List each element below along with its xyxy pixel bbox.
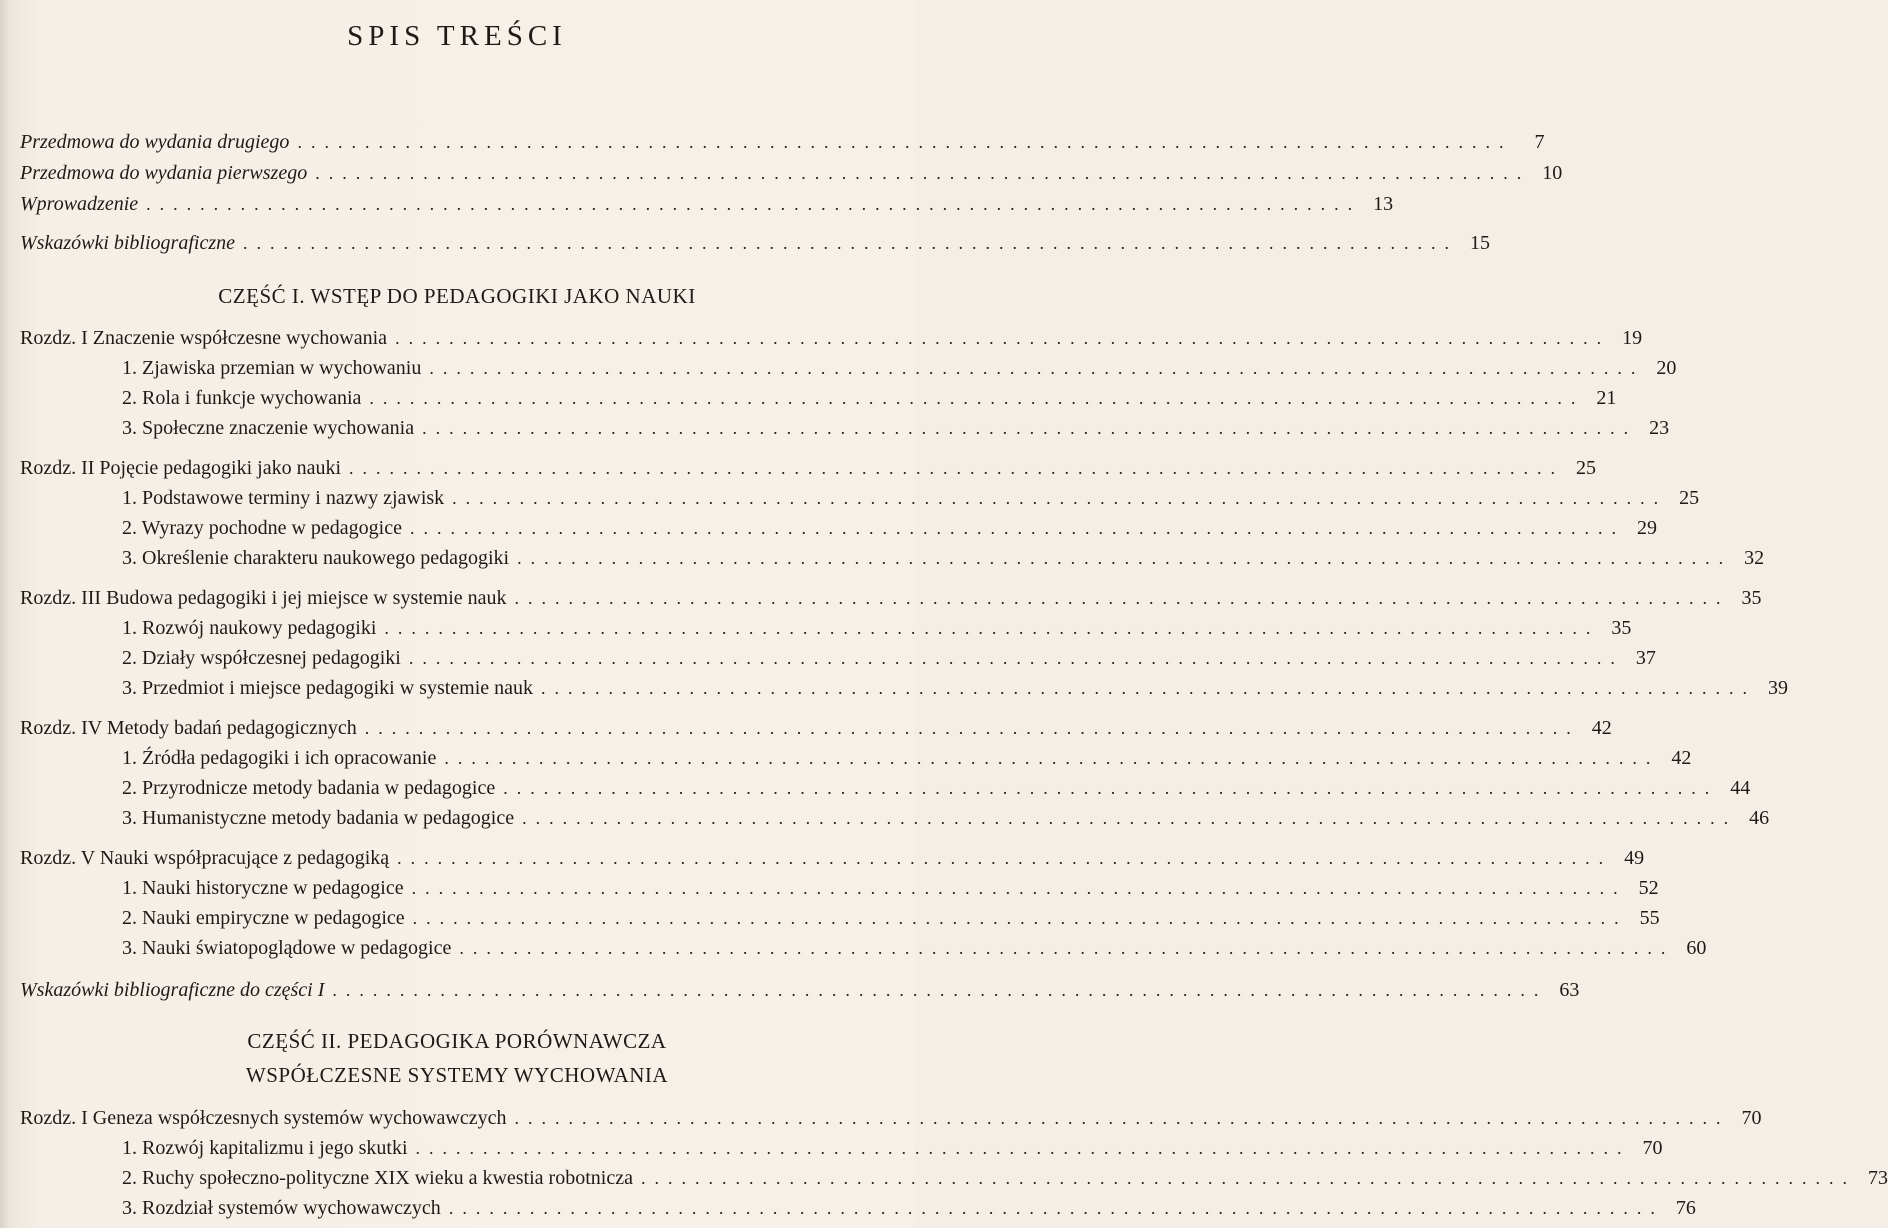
leader-dots: ..........................................................................................	[448, 1198, 1664, 1218]
entry-text: Rozdz. I Geneza współczesnych systemów wychowawczych	[20, 1107, 507, 1129]
entry-text: Rozdz. III Budowa pedagogiki i jej miejsce w systemie nauk	[20, 587, 507, 609]
toc-section	[122, 1160, 1888, 1190]
entry-text: 1. Rozwój kapitalizmu i jego skutki	[122, 1137, 408, 1159]
entry-page: 55	[1639, 907, 1660, 929]
entry-page: 70	[1642, 1137, 1663, 1159]
toc-chapter	[20, 840, 1645, 870]
leader-dots: ..........................................................................................	[429, 358, 1645, 378]
leader-dots: ..........................................................................................	[384, 618, 1600, 638]
toc-chapter	[20, 580, 1762, 610]
entry-page: 35	[1611, 617, 1632, 639]
entry-text: 3. Humanistyczne metody badania w pedagogice	[122, 807, 515, 829]
entry-text: 2. Rola i funkcje wychowania	[122, 387, 362, 409]
toc-section	[122, 510, 1657, 540]
entry-text: Wprowadzenie	[20, 193, 139, 215]
leader-dots: ..........................................................................................	[411, 878, 1627, 898]
entry-page: 73	[1867, 1167, 1888, 1189]
leader-dots: ..........................................................................................	[503, 778, 1719, 798]
toc-entry	[20, 225, 1490, 255]
entry-text: Rozdz. I Znaczenie współczesne wychowania	[20, 327, 388, 349]
toc-section	[122, 930, 1707, 960]
entry-page: 7	[1534, 131, 1545, 153]
toc-entry	[20, 124, 1545, 154]
entry-page: 37	[1635, 647, 1656, 669]
entry-page: 10	[1542, 162, 1563, 184]
toc-section	[122, 350, 1677, 380]
leader-dots: ..........................................................................................	[444, 748, 1660, 768]
leader-dots: ..........................................................................................	[422, 418, 1638, 438]
entry-text: 1. Podstawowe terminy i nazwy zjawisk	[122, 487, 445, 509]
leader-dots: ..........................................................................................	[397, 848, 1613, 868]
leader-dots: ..........................................................................................	[369, 388, 1585, 408]
toc-entry	[20, 186, 1394, 216]
entry-text: 3. Społeczne znaczenie wychowania	[122, 417, 415, 439]
part-heading: CZĘŚĆ I. WSTĘP DO PEDAGOGIKI JAKO NAUKI	[218, 284, 696, 308]
leader-dots: ..........................................................................................	[514, 588, 1730, 608]
leader-dots: ..........................................................................................	[349, 458, 1565, 478]
entry-page: 15	[1469, 232, 1490, 254]
toc-section	[122, 380, 1617, 410]
leader-dots: ..........................................................................................	[242, 233, 1458, 253]
leader-dots: ..........................................................................................	[395, 328, 1611, 348]
entry-text: 1. Rozwój naukowy pedagogiki	[122, 617, 377, 639]
entry-page: 46	[1749, 807, 1770, 829]
toc-section	[122, 900, 1660, 930]
entry-page: 52	[1638, 877, 1659, 899]
entry-page: 21	[1596, 387, 1617, 409]
entry-text: 3. Rozdział systemów wychowawczych	[122, 1197, 441, 1219]
toc-section	[122, 540, 1765, 570]
entry-page: 76	[1675, 1197, 1696, 1219]
entry-text: 2. Wyrazy pochodne w pedagogice	[122, 517, 402, 539]
entry-page: 63	[1559, 979, 1580, 1001]
entry-text: 2. Działy współczesnej pedagogiki	[122, 647, 401, 669]
toc-chapter	[20, 320, 1643, 350]
leader-dots: ..........................................................................................	[640, 1168, 1856, 1188]
toc-section	[122, 1130, 1663, 1160]
toc-section	[122, 800, 1770, 830]
entry-text: Wskazówki bibliograficzne	[20, 232, 235, 254]
leader-dots: ..........................................................................................	[332, 980, 1548, 1000]
entry-page: 35	[1741, 587, 1762, 609]
toc-section	[122, 670, 1789, 700]
toc-section	[122, 1190, 1696, 1220]
toc-chapter	[20, 1100, 1762, 1130]
entry-page: 49	[1624, 847, 1645, 869]
leader-dots: ..........................................................................................	[452, 488, 1668, 508]
entry-text: Rozdz. IV Metody badań pedagogicznych	[20, 717, 357, 739]
entry-page: 60	[1686, 937, 1707, 959]
leader-dots: ..........................................................................................	[514, 1108, 1730, 1128]
entry-text: Wskazówki bibliograficzne do części I	[20, 979, 325, 1001]
entry-page: 39	[1768, 677, 1789, 699]
entry-page: 20	[1656, 357, 1677, 379]
leader-dots: ..........................................................................................	[408, 648, 1624, 668]
entry-text: 1. Źródła pedagogiki i ich opracowanie	[122, 747, 437, 769]
entry-text: 3. Nauki światopoglądowe w pedagogice	[122, 937, 452, 959]
leader-dots: ..........................................................................................	[297, 132, 1513, 152]
leader-dots: ..........................................................................................	[541, 678, 1757, 698]
entry-page: 32	[1744, 547, 1765, 569]
entry-text: Rozdz. V Nauki współpracujące z pedagogiką	[20, 847, 390, 869]
entry-page: 25	[1679, 487, 1700, 509]
toc-chapter	[20, 450, 1597, 480]
toc-section	[122, 770, 1751, 800]
part-heading: CZĘŚĆ II. PEDAGOGIKA PORÓWNAWCZA	[247, 1029, 667, 1053]
entry-text: 3. Określenie charakteru naukowego pedagogiki	[122, 547, 510, 569]
leader-dots: ..........................................................................................	[412, 908, 1628, 928]
entry-page: 70	[1741, 1107, 1762, 1129]
entry-text: 2. Ruchy społeczno-polityczne XIX wieku a kwestia robotnicza	[122, 1167, 633, 1189]
page-title: SPIS TREŚCI	[347, 20, 567, 52]
leader-dots: ..........................................................................................	[517, 548, 1733, 568]
leader-dots: ..........................................................................................	[415, 1138, 1631, 1158]
leader-dots: ..........................................................................................	[315, 163, 1531, 183]
toc-section	[122, 610, 1632, 640]
entry-text: 2. Przyrodnicze metody badania w pedagogice	[122, 777, 496, 799]
toc-entry	[20, 972, 1580, 1002]
part-subheading: WSPÓŁCZESNE SYSTEMY WYCHOWANIA	[245, 1063, 669, 1087]
toc-section	[122, 640, 1656, 670]
entry-text: 1. Nauki historyczne w pedagogice	[122, 877, 404, 899]
entry-page: 23	[1649, 417, 1670, 439]
toc-section	[122, 410, 1670, 440]
entry-text: 2. Nauki empiryczne w pedagogice	[122, 907, 405, 929]
entry-text: Rozdz. II Pojęcie pedagogiki jako nauki	[20, 457, 342, 479]
leader-dots: ..........................................................................................	[146, 194, 1362, 214]
entry-text: Przedmowa do wydania drugiego	[20, 131, 290, 153]
toc-section	[122, 480, 1700, 510]
entry-page: 13	[1373, 193, 1394, 215]
entry-text: 3. Przedmiot i miejsce pedagogiki w systemie nauk	[122, 677, 534, 699]
entry-page: 19	[1622, 327, 1643, 349]
toc-entry	[20, 155, 1563, 185]
entry-page: 42	[1591, 717, 1612, 739]
toc-section	[122, 870, 1659, 900]
leader-dots: ..........................................................................................	[459, 938, 1675, 958]
leader-dots: ..........................................................................................	[364, 718, 1580, 738]
entry-text: 1. Zjawiska przemian w wychowaniu	[122, 357, 422, 379]
entry-page: 25	[1576, 457, 1597, 479]
entry-text: Przedmowa do wydania pierwszego	[20, 162, 308, 184]
toc-section	[122, 740, 1692, 770]
entry-page: 44	[1730, 777, 1751, 799]
entry-page: 42	[1671, 747, 1692, 769]
entry-page: 29	[1637, 517, 1657, 539]
toc-chapter	[20, 710, 1612, 740]
leader-dots: ..........................................................................................	[522, 808, 1738, 828]
leader-dots: ..........................................................................................	[410, 518, 1625, 538]
